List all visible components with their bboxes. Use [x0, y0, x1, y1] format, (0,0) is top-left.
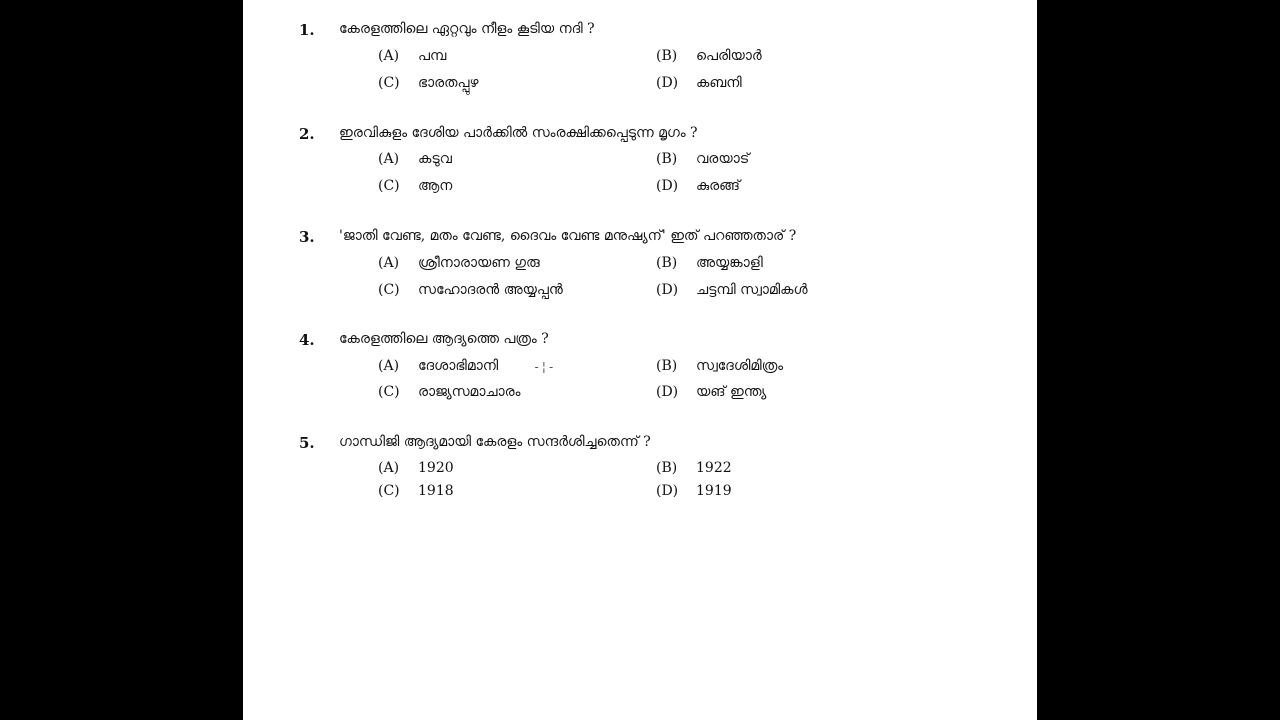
crosshair-cursor-icon: -¦-	[533, 360, 555, 374]
option-text: ചട്ടമ്പി സ്വാമികൾ	[696, 282, 808, 298]
option-text: യങ് ഇന്ത്യ	[696, 384, 767, 400]
option-a	[378, 358, 498, 374]
option-d	[656, 282, 808, 298]
question-text: കേരളത്തിലെ ഏറ്റവും നീളം കൂടിയ നദി ?	[339, 21, 595, 37]
option-b	[656, 460, 732, 476]
option-b	[656, 151, 749, 167]
option-label: (A)	[378, 151, 400, 167]
option-text: ദേശാഭിമാനി	[418, 358, 499, 374]
option-text: പമ്പ	[418, 48, 447, 64]
option-text: കുരങ്ങ്	[696, 178, 740, 194]
option-d	[656, 75, 742, 91]
option-text: വരയാട്	[696, 151, 750, 167]
option-b	[656, 48, 762, 64]
option-label: (C)	[378, 282, 400, 298]
option-d	[656, 384, 766, 400]
option-text: ഭാരതപ്പുഴ	[418, 75, 479, 91]
option-label: (A)	[378, 48, 400, 64]
option-label: (B)	[656, 151, 678, 167]
option-label: (B)	[656, 255, 678, 271]
option-label: (A)	[378, 358, 400, 374]
option-label: (C)	[378, 75, 400, 91]
option-label: (D)	[656, 483, 679, 499]
option-label: (D)	[656, 75, 679, 91]
option-d	[656, 178, 740, 194]
option-label: (D)	[656, 178, 679, 194]
option-label: (A)	[378, 460, 400, 476]
option-text: 1918	[418, 483, 454, 499]
document-page	[243, 0, 1037, 720]
option-text: സഹോദരൻ അയ്യപ്പൻ	[418, 282, 563, 298]
option-c	[378, 282, 563, 298]
option-text: അയ്യങ്കാളി	[696, 255, 763, 271]
question-text: ഇരവികുളം ദേശിയ പാർക്കിൽ സംരക്ഷിക്കപ്പെടുന്ന മൃഗം ?	[339, 125, 698, 141]
option-a	[378, 48, 446, 64]
option-text: ആന	[418, 178, 453, 194]
option-b	[656, 358, 783, 374]
option-c	[378, 384, 521, 400]
option-label: (C)	[378, 178, 400, 194]
option-text: പെരിയാർ	[696, 48, 762, 64]
option-c	[378, 483, 454, 499]
question-number: 1.	[299, 21, 315, 39]
question-number: 5.	[299, 434, 315, 452]
option-a	[378, 255, 540, 271]
option-text: 1919	[696, 483, 732, 499]
option-b	[656, 255, 763, 271]
option-text: സ്വദേശിമിത്രം	[696, 358, 784, 374]
question-text: കേരളത്തിലെ ആദ്യത്തെ പത്രം ?	[339, 331, 549, 347]
option-label: (C)	[378, 483, 400, 499]
option-label: (C)	[378, 384, 400, 400]
option-label: (A)	[378, 255, 400, 271]
option-a	[378, 460, 454, 476]
option-label: (D)	[656, 384, 679, 400]
question-number: 2.	[299, 125, 315, 143]
option-text: ശ്രീനാരായണ ഗുരു	[418, 255, 540, 271]
option-label: (B)	[656, 48, 678, 64]
option-label: (B)	[656, 460, 678, 476]
option-text: കബനി	[696, 75, 742, 91]
option-d	[656, 483, 732, 499]
option-text: 1920	[418, 460, 454, 476]
question-number: 4.	[299, 331, 315, 349]
question-text: ഗാന്ധിജി ആദ്യമായി കേരളം സന്ദർശിച്ചതെന്ന് ?	[339, 434, 651, 450]
option-label: (D)	[656, 282, 679, 298]
question-text: 'ജാതി വേണ്ട, മതം വേണ്ട, ദൈവം വേണ്ട മനുഷ്യന്' ഇത് പറഞ്ഞതാര് ?	[339, 228, 797, 244]
option-text: കടുവ	[418, 151, 452, 167]
option-text: രാജ്യസമാചാരം	[418, 384, 521, 400]
question-number: 3.	[299, 228, 315, 246]
option-text: 1922	[696, 460, 732, 476]
option-a	[378, 151, 452, 167]
option-label: (B)	[656, 358, 678, 374]
option-c	[378, 178, 452, 194]
option-c	[378, 75, 478, 91]
